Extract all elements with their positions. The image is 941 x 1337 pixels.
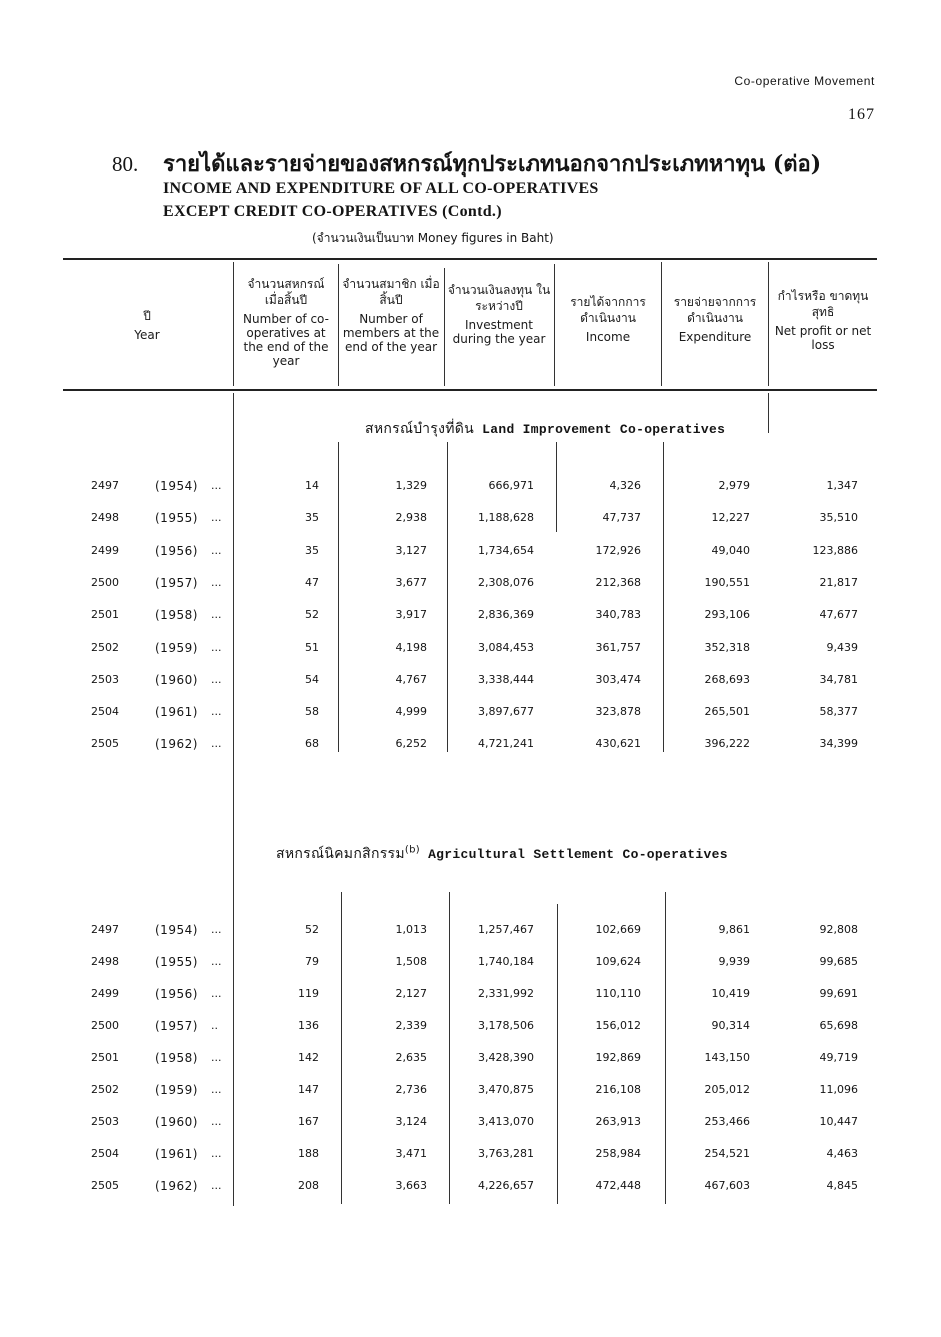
row-year-be: 2503 <box>91 1115 119 1128</box>
cell-net: 11,096 <box>819 1083 858 1096</box>
cell-expenditure: 9,939 <box>718 955 750 968</box>
row-year-ce: (1954) <box>155 923 198 937</box>
cell-investment: 3,338,444 <box>478 673 534 686</box>
row-year-ce: (1958) <box>155 608 198 622</box>
column-header-net <box>771 288 875 352</box>
cell-investment: 1,740,184 <box>478 955 534 968</box>
cell-members: 3,124 <box>395 1115 427 1128</box>
cell-net: 34,399 <box>819 737 858 750</box>
cell-investment: 2,331,992 <box>478 987 534 1000</box>
cell-coops: 119 <box>298 987 319 1000</box>
cell-expenditure: 467,603 <box>704 1179 750 1192</box>
section-heading-thai: สหกรณ์บำรุงที่ดิน <box>365 421 475 437</box>
cell-income: 110,110 <box>595 987 641 1000</box>
row-year-be: 2499 <box>91 987 119 1000</box>
column-header-members-thai: จำนวนสมาชิก เมื่อสิ้นปี <box>342 277 440 307</box>
row-leader-dots: ... <box>211 479 222 492</box>
column-header-coops-thai: จำนวนสหกรณ์ เมื่อสิ้นปี <box>247 277 325 307</box>
cell-investment: 3,428,390 <box>478 1051 534 1064</box>
table-row <box>0 705 941 725</box>
cell-net: 65,698 <box>819 1019 858 1032</box>
cell-investment: 1,188,628 <box>478 511 534 524</box>
cell-net: 47,677 <box>819 608 858 621</box>
row-leader-dots: ... <box>211 673 222 686</box>
cell-income: 472,448 <box>595 1179 641 1192</box>
cell-investment: 4,721,241 <box>478 737 534 750</box>
cell-members: 6,252 <box>395 737 427 750</box>
column-header-members <box>341 276 441 354</box>
row-leader-dots: ... <box>211 511 222 524</box>
cell-net: 49,719 <box>819 1051 858 1064</box>
cell-coops: 136 <box>298 1019 319 1032</box>
table-row <box>0 1019 941 1039</box>
column-header-investment-en: Investment during the year <box>452 318 546 346</box>
row-year-be: 2497 <box>91 479 119 492</box>
row-year-be: 2503 <box>91 673 119 686</box>
cell-investment: 3,470,875 <box>478 1083 534 1096</box>
column-header-expenditure-thai: รายจ่ายจากการ ดำเนินงาน <box>673 295 757 325</box>
table-row <box>0 955 941 975</box>
row-year-ce: (1960) <box>155 1115 198 1129</box>
cell-income: 361,757 <box>595 641 641 654</box>
table-row <box>0 511 941 531</box>
cell-income: 303,474 <box>595 673 641 686</box>
header-separator <box>233 262 234 386</box>
cell-expenditure: 90,314 <box>711 1019 750 1032</box>
cell-net: 35,510 <box>819 511 858 524</box>
column-header-expenditure <box>664 294 766 344</box>
row-leader-dots: ... <box>211 1115 222 1128</box>
table-row <box>0 1147 941 1167</box>
table-row <box>0 1051 941 1071</box>
cell-members: 1,329 <box>395 479 427 492</box>
row-leader-dots: ... <box>211 1083 222 1096</box>
cell-net: 34,781 <box>819 673 858 686</box>
row-leader-dots: ... <box>211 955 222 968</box>
cell-income: 340,783 <box>595 608 641 621</box>
cell-expenditure: 396,222 <box>704 737 750 750</box>
cell-income: 430,621 <box>595 737 641 750</box>
section-footnote-marker: (b) <box>404 844 420 856</box>
row-year-be: 2500 <box>91 576 119 589</box>
cell-expenditure: 293,106 <box>704 608 750 621</box>
cell-net: 58,377 <box>819 705 858 718</box>
table-title-thai: รายได้และรายจ่ายของสหกรณ์ทุกประเภทนอกจากประเภทหาทุน (ต่อ) <box>163 151 822 177</box>
row-year-ce: (1961) <box>155 705 198 719</box>
cell-coops: 167 <box>298 1115 319 1128</box>
cell-net: 123,886 <box>812 544 858 557</box>
cell-investment: 3,084,453 <box>478 641 534 654</box>
row-year-ce: (1960) <box>155 673 198 687</box>
cell-members: 2,938 <box>395 511 427 524</box>
cell-investment: 4,226,657 <box>478 1179 534 1192</box>
column-header-members-en: Number of members at the end of the year <box>342 312 440 354</box>
row-leader-dots: ... <box>211 1051 222 1064</box>
row-year-ce: (1962) <box>155 1179 198 1193</box>
cell-expenditure: 254,521 <box>704 1147 750 1160</box>
cell-income: 212,368 <box>595 576 641 589</box>
table-row <box>0 576 941 596</box>
cell-net: 99,685 <box>819 955 858 968</box>
cell-investment: 3,763,281 <box>478 1147 534 1160</box>
cell-expenditure: 143,150 <box>704 1051 750 1064</box>
row-year-be: 2502 <box>91 1083 119 1096</box>
row-year-be: 2505 <box>91 737 119 750</box>
cell-members: 2,736 <box>395 1083 427 1096</box>
row-leader-dots: ... <box>211 1179 222 1192</box>
cell-expenditure: 352,318 <box>704 641 750 654</box>
cell-coops: 79 <box>305 955 319 968</box>
column-header-income-en: Income <box>585 330 631 344</box>
cell-coops: 52 <box>305 923 319 936</box>
table-title-en-line-1: INCOME AND EXPENDITURE OF ALL CO-OPERATIVES <box>163 180 599 197</box>
cell-income: 216,108 <box>595 1083 641 1096</box>
cell-income: 192,869 <box>595 1051 641 1064</box>
cell-expenditure: 49,040 <box>711 544 750 557</box>
cell-coops: 35 <box>305 511 319 524</box>
table-row <box>0 673 941 693</box>
header-separator <box>661 262 662 386</box>
header-separator <box>768 262 769 386</box>
row-year-ce: (1959) <box>155 641 198 655</box>
row-leader-dots: ... <box>211 923 222 936</box>
row-leader-dots: ... <box>211 608 222 621</box>
cell-net: 99,691 <box>819 987 858 1000</box>
body-separator <box>768 393 769 433</box>
row-year-be: 2497 <box>91 923 119 936</box>
cell-coops: 188 <box>298 1147 319 1160</box>
cell-income: 109,624 <box>595 955 641 968</box>
row-leader-dots: .. <box>211 1019 218 1032</box>
cell-members: 3,917 <box>395 608 427 621</box>
cell-expenditure: 10,419 <box>711 987 750 1000</box>
section-heading-en: Agricultural Settlement Co-operatives <box>428 847 728 862</box>
cell-net: 1,347 <box>826 479 858 492</box>
cell-members: 1,013 <box>395 923 427 936</box>
cell-investment: 2,308,076 <box>478 576 534 589</box>
table-row <box>0 608 941 628</box>
header-top-rule <box>63 258 877 260</box>
cell-coops: 208 <box>298 1179 319 1192</box>
row-year-ce: (1955) <box>155 955 198 969</box>
row-year-be: 2498 <box>91 511 119 524</box>
table-row <box>0 544 941 564</box>
cell-members: 4,767 <box>395 673 427 686</box>
row-year-ce: (1954) <box>155 479 198 493</box>
table-row <box>0 479 941 499</box>
running-head: Co-operative Movement <box>734 74 875 88</box>
cell-expenditure: 205,012 <box>704 1083 750 1096</box>
cell-net: 10,447 <box>819 1115 858 1128</box>
row-year-be: 2501 <box>91 608 119 621</box>
column-header-year-en: Year <box>134 328 160 342</box>
cell-net: 9,439 <box>826 641 858 654</box>
header-bottom-rule <box>63 389 877 391</box>
header-separator <box>338 264 339 386</box>
row-leader-dots: ... <box>211 737 222 750</box>
row-leader-dots: ... <box>211 576 222 589</box>
cell-members: 4,999 <box>395 705 427 718</box>
table-row <box>0 641 941 661</box>
cell-expenditure: 253,466 <box>704 1115 750 1128</box>
cell-coops: 54 <box>305 673 319 686</box>
cell-net: 92,808 <box>819 923 858 936</box>
row-year-ce: (1961) <box>155 1147 198 1161</box>
cell-coops: 58 <box>305 705 319 718</box>
column-header-coops-en: Number of co-operatives at the end of the year <box>243 312 329 368</box>
table-row <box>0 737 941 757</box>
column-header-investment <box>447 282 551 346</box>
row-year-be: 2500 <box>91 1019 119 1032</box>
table-row <box>0 1179 941 1199</box>
cell-income: 263,913 <box>595 1115 641 1128</box>
column-header-net-thai: กำไรหรือ ขาดทุนสุทธิ <box>777 289 869 319</box>
column-header-coops <box>236 276 336 368</box>
row-year-ce: (1957) <box>155 576 198 590</box>
row-leader-dots: ... <box>211 641 222 654</box>
column-header-net-en: Net profit or net loss <box>774 324 872 352</box>
table-row <box>0 987 941 1007</box>
cell-net: 21,817 <box>819 576 858 589</box>
row-year-be: 2498 <box>91 955 119 968</box>
cell-members: 3,471 <box>395 1147 427 1160</box>
row-year-ce: (1956) <box>155 987 198 1001</box>
cell-coops: 147 <box>298 1083 319 1096</box>
cell-income: 47,737 <box>602 511 641 524</box>
column-header-investment-thai: จำนวนเงินลงทุน ในระหว่างปี <box>447 283 551 313</box>
row-year-ce: (1955) <box>155 511 198 525</box>
row-year-be: 2504 <box>91 1147 119 1160</box>
section-heading-en: Land Improvement Co-operatives <box>482 422 726 437</box>
section-heading-land-improvement <box>365 418 725 440</box>
cell-net: 4,845 <box>826 1179 858 1192</box>
cell-coops: 47 <box>305 576 319 589</box>
cell-income: 172,926 <box>595 544 641 557</box>
cell-coops: 14 <box>305 479 319 492</box>
cell-expenditure: 2,979 <box>718 479 750 492</box>
cell-investment: 1,734,654 <box>478 544 534 557</box>
cell-income: 323,878 <box>595 705 641 718</box>
cell-members: 3,663 <box>395 1179 427 1192</box>
cell-investment: 666,971 <box>488 479 534 492</box>
money-note: (จำนวนเงินเป็นบาท Money figures in Baht) <box>312 231 554 245</box>
cell-income: 156,012 <box>595 1019 641 1032</box>
cell-coops: 142 <box>298 1051 319 1064</box>
row-year-ce: (1959) <box>155 1083 198 1097</box>
cell-members: 3,677 <box>395 576 427 589</box>
cell-members: 2,127 <box>395 987 427 1000</box>
row-leader-dots: ... <box>211 544 222 557</box>
header-separator <box>554 264 555 386</box>
cell-expenditure: 268,693 <box>704 673 750 686</box>
header-separator <box>444 268 445 386</box>
row-leader-dots: ... <box>211 1147 222 1160</box>
cell-members: 2,339 <box>395 1019 427 1032</box>
cell-investment: 3,897,677 <box>478 705 534 718</box>
cell-income: 4,326 <box>609 479 641 492</box>
cell-members: 1,508 <box>395 955 427 968</box>
cell-income: 102,669 <box>595 923 641 936</box>
page-number: 167 <box>848 106 875 123</box>
section-heading-agricultural-settlement <box>276 843 728 865</box>
cell-investment: 3,178,506 <box>478 1019 534 1032</box>
column-header-year-thai: ปี <box>143 309 151 323</box>
section-heading-thai: สหกรณ์นิคมกสิกรรม <box>276 846 405 862</box>
row-year-be: 2501 <box>91 1051 119 1064</box>
cell-investment: 1,257,467 <box>478 923 534 936</box>
row-year-ce: (1962) <box>155 737 198 751</box>
column-header-year <box>92 308 202 342</box>
table-title-en-line-2: EXCEPT CREDIT CO-OPERATIVES (Contd.) <box>163 203 502 220</box>
cell-members: 3,127 <box>395 544 427 557</box>
row-year-ce: (1957) <box>155 1019 198 1033</box>
cell-coops: 68 <box>305 737 319 750</box>
cell-investment: 3,413,070 <box>478 1115 534 1128</box>
row-year-be: 2504 <box>91 705 119 718</box>
cell-members: 4,198 <box>395 641 427 654</box>
table-row <box>0 923 941 943</box>
row-year-ce: (1958) <box>155 1051 198 1065</box>
row-year-be: 2499 <box>91 544 119 557</box>
row-year-be: 2505 <box>91 1179 119 1192</box>
row-year-be: 2502 <box>91 641 119 654</box>
column-header-income-thai: รายได้จากการ ดำเนินงาน <box>570 295 646 325</box>
column-header-income <box>557 294 659 344</box>
cell-members: 2,635 <box>395 1051 427 1064</box>
cell-expenditure: 9,861 <box>718 923 750 936</box>
table-number: 80. <box>112 152 139 176</box>
cell-income: 258,984 <box>595 1147 641 1160</box>
cell-expenditure: 12,227 <box>711 511 750 524</box>
cell-coops: 52 <box>305 608 319 621</box>
cell-coops: 51 <box>305 641 319 654</box>
cell-investment: 2,836,369 <box>478 608 534 621</box>
cell-coops: 35 <box>305 544 319 557</box>
table-row <box>0 1083 941 1103</box>
row-leader-dots: ... <box>211 987 222 1000</box>
cell-expenditure: 265,501 <box>704 705 750 718</box>
row-year-ce: (1956) <box>155 544 198 558</box>
column-header-expenditure-en: Expenditure <box>678 330 752 344</box>
cell-net: 4,463 <box>826 1147 858 1160</box>
cell-expenditure: 190,551 <box>704 576 750 589</box>
row-leader-dots: ... <box>211 705 222 718</box>
table-row <box>0 1115 941 1135</box>
